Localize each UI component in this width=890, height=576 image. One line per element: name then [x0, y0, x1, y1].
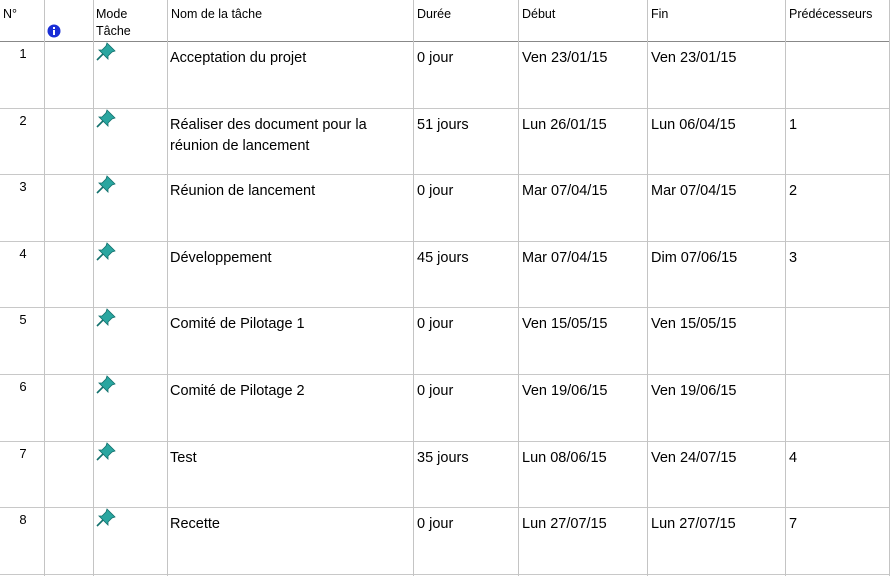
task-number[interactable]: 7 [19, 445, 27, 461]
pin-icon[interactable] [95, 174, 117, 196]
task-start[interactable]: Lun 26/01/15 [522, 116, 607, 133]
task-start[interactable]: Ven 15/05/15 [522, 316, 608, 333]
task-start[interactable]: Lun 08/06/15 [522, 449, 607, 466]
table-row[interactable] [0, 374, 890, 440]
task-name[interactable]: Acceptation du projet [170, 50, 307, 66]
table-row[interactable] [0, 307, 890, 373]
task-number[interactable]: 2 [19, 112, 27, 128]
task-name[interactable]: Comité de Pilotage 2 [170, 383, 305, 399]
task-end[interactable]: Ven 15/05/15 [651, 316, 737, 333]
task-number[interactable]: 4 [19, 245, 27, 261]
task-predecessors[interactable]: 7 [789, 516, 798, 533]
pin-icon[interactable] [95, 374, 117, 396]
col-divider [518, 0, 519, 576]
task-start[interactable]: Mar 07/04/15 [522, 249, 608, 266]
task-number[interactable]: 1 [19, 46, 27, 61]
task-predecessors[interactable]: 3 [789, 249, 798, 266]
task-start[interactable]: Lun 27/07/15 [522, 516, 607, 533]
task-duration[interactable]: 0 jour [417, 316, 454, 333]
table-row[interactable] [0, 507, 890, 573]
task-duration[interactable]: 35 jours [417, 449, 469, 466]
header-num[interactable]: N° [3, 7, 18, 21]
task-start[interactable]: Ven 19/06/15 [522, 383, 608, 399]
pin-icon[interactable] [95, 241, 117, 263]
task-predecessors[interactable]: 1 [789, 116, 798, 133]
task-predecessors[interactable]: 4 [789, 449, 798, 466]
table-row[interactable] [0, 241, 890, 307]
col-divider [93, 0, 94, 576]
pin-icon[interactable] [95, 41, 117, 63]
table-row[interactable] [0, 174, 890, 240]
task-name[interactable]: Développement [170, 249, 272, 266]
task-duration[interactable]: 0 jour [417, 50, 454, 66]
header-separator [0, 41, 890, 42]
task-end[interactable]: Ven 19/06/15 [651, 383, 737, 399]
task-duration[interactable]: 51 jours [417, 116, 469, 133]
header-duration[interactable]: Durée [417, 7, 452, 21]
header-predecessors[interactable]: Prédécesseurs [789, 7, 873, 21]
col-divider [44, 0, 45, 576]
task-number[interactable]: 3 [19, 179, 27, 195]
pin-icon[interactable] [95, 307, 117, 329]
task-duration[interactable]: 0 jour [417, 516, 454, 533]
col-divider [167, 0, 168, 576]
row-divider [0, 574, 890, 575]
task-start[interactable]: Mar 07/04/15 [522, 183, 608, 200]
task-start[interactable]: Ven 23/01/15 [522, 50, 608, 66]
header-name[interactable]: Nom de la tâche [171, 7, 263, 21]
header-end[interactable]: Fin [651, 7, 669, 21]
info-icon[interactable] [47, 24, 61, 38]
task-name[interactable]: Comité de Pilotage 1 [170, 316, 305, 333]
task-number[interactable]: 6 [19, 379, 27, 394]
header-mode[interactable]: Mode Tâche [96, 7, 131, 38]
task-end[interactable]: Dim 07/06/15 [651, 249, 738, 266]
task-end[interactable]: Mar 07/04/15 [651, 183, 737, 200]
task-end[interactable]: Ven 23/01/15 [651, 50, 737, 66]
table-row[interactable] [0, 41, 890, 107]
col-divider [785, 0, 786, 576]
task-number[interactable]: 5 [19, 312, 27, 328]
task-name[interactable]: Réaliser des document pour la réunion de lancement [170, 116, 367, 154]
header-start[interactable]: Début [522, 7, 556, 21]
pin-icon[interactable] [95, 108, 117, 130]
task-predecessors[interactable]: 2 [789, 183, 798, 200]
task-duration[interactable]: 0 jour [417, 183, 454, 200]
task-duration[interactable]: 45 jours [417, 249, 469, 266]
table-row[interactable] [0, 441, 890, 507]
task-name[interactable]: Réunion de lancement [170, 183, 316, 200]
task-duration[interactable]: 0 jour [417, 383, 454, 399]
task-name[interactable]: Test [170, 449, 197, 466]
task-end[interactable]: Lun 27/07/15 [651, 516, 736, 533]
task-number[interactable]: 8 [19, 512, 27, 528]
task-name[interactable]: Recette [170, 516, 220, 533]
table-row[interactable] [0, 108, 890, 174]
pin-icon[interactable] [95, 507, 117, 529]
pin-icon[interactable] [95, 441, 117, 463]
col-divider [647, 0, 648, 576]
task-end[interactable]: Lun 06/04/15 [651, 116, 736, 133]
col-divider [413, 0, 414, 576]
task-end[interactable]: Ven 24/07/15 [651, 449, 737, 466]
